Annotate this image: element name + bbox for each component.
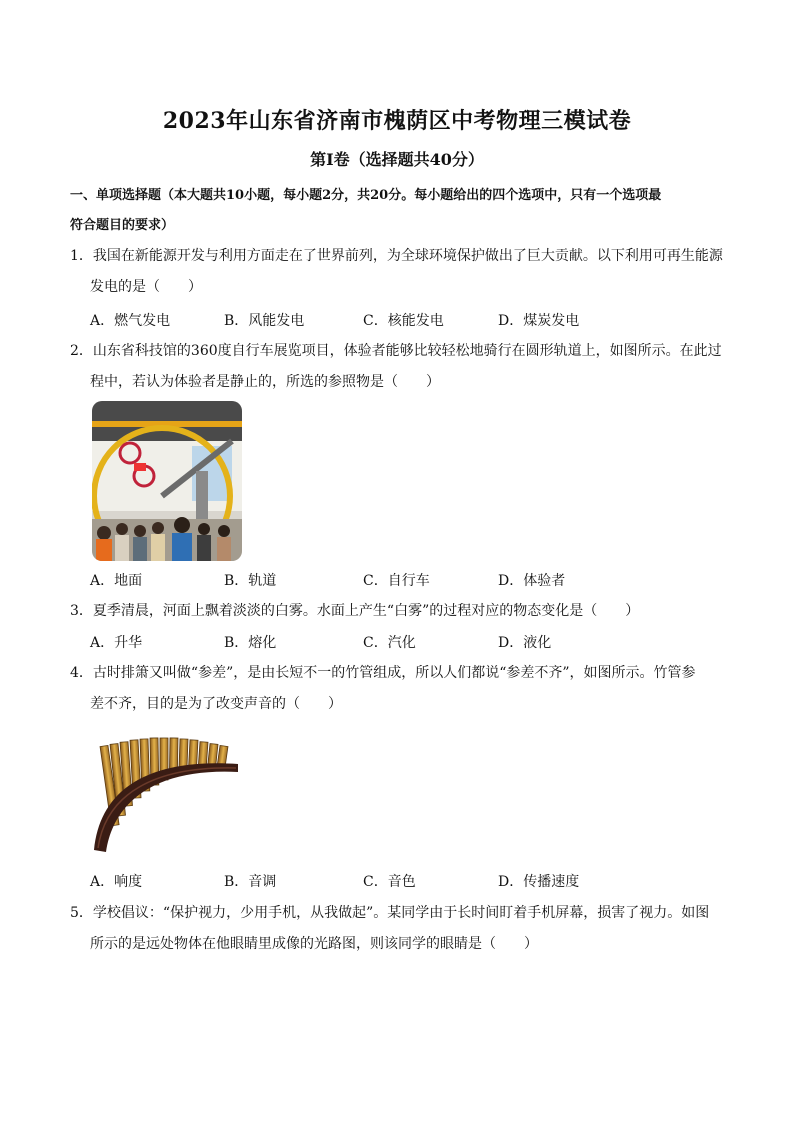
question-3-options xyxy=(90,632,730,656)
option-d: D．体验者 xyxy=(498,573,566,589)
question-1-line-2: 发电的是（ ） xyxy=(90,279,202,295)
question-2 xyxy=(70,336,730,398)
question-3-line-1: 3．夏季清晨，河面上飘着淡淡的白雾。水面上产生“白雾”的过程对应的物态变化是（ ） xyxy=(70,603,640,619)
question-1-line-1: 1．我国在新能源开发与利用方面走在了世界前列，为全球环境保护做出了巨大贡献。以下利用可再生能源 xyxy=(70,248,723,264)
option-b: B．音调 xyxy=(224,874,277,890)
bicycle-loop-exhibit-photo xyxy=(92,401,242,561)
option-c: C．自行车 xyxy=(363,573,430,589)
pan-flute-icon xyxy=(90,728,240,852)
option-c: C．音色 xyxy=(363,874,416,890)
option-b: B．风能发电 xyxy=(224,313,305,329)
question-4-line-2: 差不齐，目的是为了改变声音的（ ） xyxy=(90,696,342,712)
question-4-line-1: 4．古时排箫又叫做“参差”，是由长短不一的竹管组成，所以人们都说“参差不齐”，如图所示。竹管参 xyxy=(70,665,696,681)
question-2-line-1: 2．山东省科技馆的360度自行车展览项目，体验者能够比较轻松地骑行在圆形轨道上，如图所示。在此过 xyxy=(70,343,722,359)
question-5-line-2: 所示的是远处物体在他眼睛里成像的光路图，则该同学的眼睛是（ ） xyxy=(90,936,538,952)
option-d: D．传播速度 xyxy=(498,874,580,890)
bicycle-loop-exhibit-icon xyxy=(92,401,242,561)
option-c: C．汽化 xyxy=(363,635,416,651)
section-line-2: 符合题目的要求） xyxy=(70,218,175,233)
option-a: A．燃气发电 xyxy=(90,313,171,329)
question-1 xyxy=(70,241,730,303)
question-2-line-2: 程中，若认为体验者是静止的，所选的参照物是（ ） xyxy=(90,374,440,390)
question-2-options xyxy=(90,570,730,594)
option-a: A．地面 xyxy=(90,573,143,589)
section-line-1: 一、单项选择题（本大题共10小题，每小题2分，共20分。每小题给出的四个选项中，只有一个选项最 xyxy=(70,188,662,203)
question-4 xyxy=(70,658,730,720)
question-5-line-1: 5．学校倡议：“保护视力，少用手机，从我做起”。某同学由于长时间盯着手机屏幕，损害了视力。如图 xyxy=(70,905,710,921)
option-a: A．升华 xyxy=(90,635,143,651)
option-a: A．响度 xyxy=(90,874,143,890)
section-instructions xyxy=(70,181,730,241)
option-d: D．煤炭发电 xyxy=(498,313,580,329)
option-c: C．核能发电 xyxy=(363,313,444,329)
option-b: B．轨道 xyxy=(224,573,277,589)
option-b: B．熔化 xyxy=(224,635,277,651)
question-4-options xyxy=(90,871,730,895)
exam-title: 2023年山东省济南市槐荫区中考物理三模试卷 xyxy=(162,108,632,134)
pan-flute-image xyxy=(90,728,240,852)
option-d: D．液化 xyxy=(498,635,552,651)
part-one-heading: 第Ⅰ卷（选择题共40分） xyxy=(310,150,484,169)
question-1-options xyxy=(90,310,730,334)
question-3 xyxy=(70,596,730,627)
question-5 xyxy=(70,898,730,960)
